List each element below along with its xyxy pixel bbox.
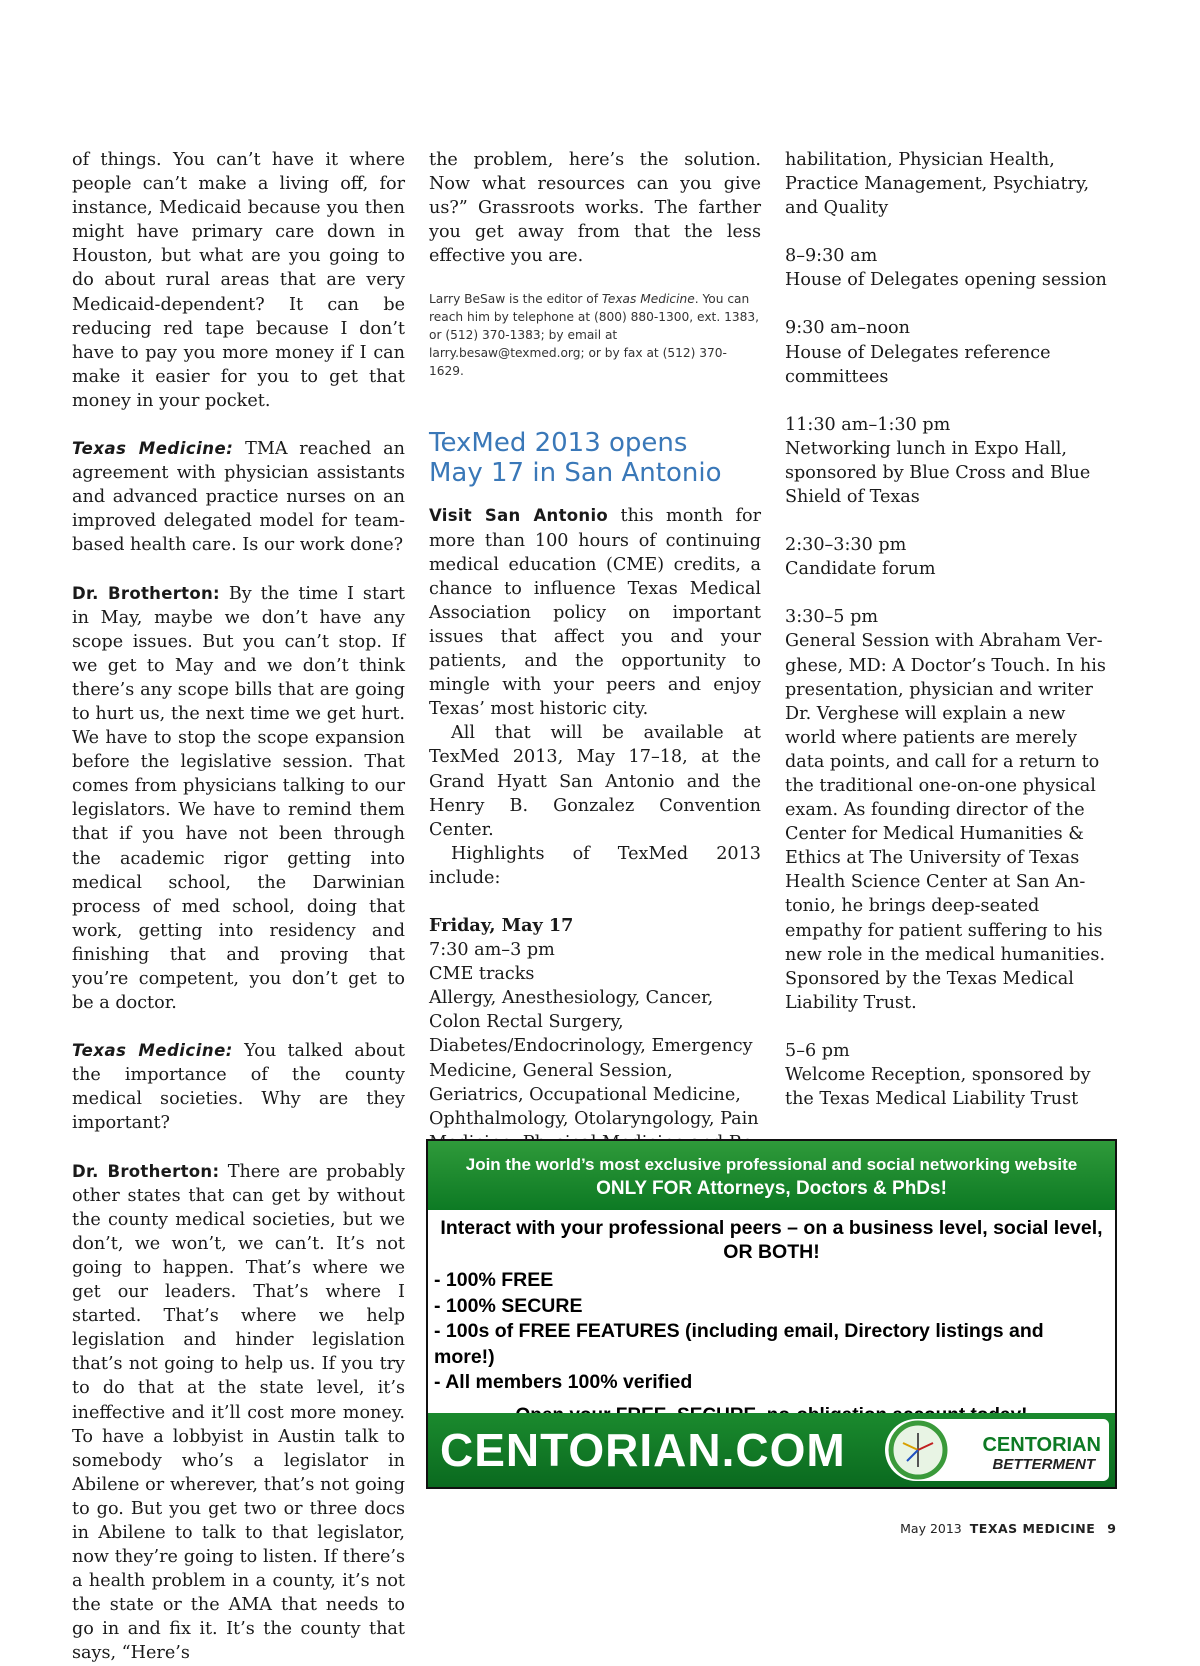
schedule-event: House of Delegates reference committees bbox=[785, 342, 1051, 387]
speaker-label: Dr. Brotherton: bbox=[72, 1161, 220, 1181]
schedule-day-heading: Friday, May 17 bbox=[429, 914, 574, 936]
lead-paragraph bbox=[429, 504, 761, 721]
question-paragraph bbox=[72, 1039, 405, 1135]
schedule-time: 11:30 am–1:30 pm bbox=[785, 414, 951, 435]
schedule-event: Networking lunch in Expo Hall, sponsored by Blue Cross and Blue Shield of Texas bbox=[785, 438, 1091, 508]
ad-feature: - 100s of FREE FEATURES (including email, Directory listings and more!) bbox=[434, 1320, 1044, 1368]
speaker-label: Texas Medicine: bbox=[72, 1041, 233, 1061]
answer-text: By the time I start in May, maybe we don’t have any scope issues. But you can’t stop. If we get to May and we don’t think there’s any scope bills that are going to hurt us, the next time we get hurt. We have to stop the scope expansion before the legislative session. That comes from physicians talking to our legislators. We have to remind them that if you have not been through the academic rigor getting into medical school, the Darwinian process of med school, doing that work, getting into residency and finishing that and proving that you’re competent, you don’t get to be a doctor. bbox=[72, 583, 405, 1014]
ad-feature: - All members 100% verified bbox=[434, 1371, 693, 1393]
ad-brand-badge bbox=[885, 1419, 1109, 1481]
ad-feature: - 100% FREE bbox=[434, 1269, 554, 1291]
question-text: TMA reached an agreement with physician assistants and advanced practice nurses on an improved delegated model for team-based health care. Is our work done? bbox=[72, 439, 405, 556]
schedule-time: 7:30 am–3 pm bbox=[429, 940, 555, 961]
schedule-list bbox=[785, 220, 1117, 1111]
schedule-time: 8–9:30 am bbox=[785, 246, 878, 267]
article-column-2 bbox=[429, 148, 761, 1155]
schedule-tracks: Allergy, Anesthesiology, Cancer, Colon Rectal Surgery, Diabetes/Endocrinology, Emergency Medicine, General Session, Geriatrics, Occupational Medicine, Ophthalmology, Otolaryngology, Pain bbox=[429, 988, 759, 1129]
lead-text: this month for more than 100 hours of continuing medical education (CME) credits, a chance to influence Texas Medical Association policy on important issues that affect you and your patients, and the opportunity to mingle with your peers and enjoy Texas’ most historic city. bbox=[429, 506, 761, 720]
ad-feature: - 100% SECURE bbox=[434, 1294, 583, 1317]
schedule-event: House of Delegates opening session bbox=[785, 270, 1107, 291]
globe-logo-icon bbox=[885, 1419, 951, 1481]
schedule-time: 9:30 am–noon bbox=[785, 318, 910, 339]
schedule-tracks: habilitation, Physician Health, Practice Management, Psychiatry, and Quality bbox=[785, 150, 1090, 219]
section-headline bbox=[429, 428, 761, 488]
ad-tagline: Join the world’s most exclusive professional and social networking website bbox=[465, 1155, 1078, 1174]
headline-line: TexMed 2013 opens bbox=[429, 428, 688, 459]
paragraph: of things. You can’t have it where people can’t make a living off, for instance, Medicaid because you then might have primary care down in Houston, but what are you going to do about rural areas that are very Medicaid-dependent? It can be reducing red tape because I don’t have to pay you more money if I can make it easier for you to get that money in your pocket. bbox=[72, 150, 405, 411]
speaker-label: Texas Medicine: bbox=[72, 439, 234, 459]
question-text: You talked about the importance of the county medical societies. Why are they important? bbox=[72, 1041, 405, 1134]
issue-date: May 2013 bbox=[900, 1521, 962, 1536]
headline-line: May 17 in San Antonio bbox=[429, 458, 722, 489]
author-bio bbox=[429, 290, 761, 380]
schedule-event: Candidate forum bbox=[785, 559, 936, 580]
speaker-label: Dr. Brotherton: bbox=[72, 583, 220, 603]
answer-paragraph bbox=[72, 582, 405, 1016]
schedule-time: 5–6 pm bbox=[785, 1040, 850, 1061]
ad-audience: ONLY FOR Attorneys, Doctors & PhDs! bbox=[596, 1178, 947, 1199]
answer-text: There are probably other states that can get by without the county medical societies, but we don’t, we won’t, we can’t. It’s not going to happen. That’s where we get our leaders. That’s where I started. That’s where we help legislation and hinder legislation that’s not going to help us. If you try to do that at the state level, it’s ineffective and it’ll cost more money. To have a lobbyist in Austin talk to somebody who’s a legislator in Abilene or wherever, that’s not going to go. But you get two or three docs in Abilene to talk to that legislator, now they’re going to listen. If there’s a health problem in a county, it’s not the state or the AMA that needs to go in and fix it. It’s the county that says, “Here’s bbox=[72, 1161, 405, 1664]
page-footer bbox=[900, 1521, 1116, 1536]
bio-text: Larry BeSaw is the editor of bbox=[429, 292, 602, 307]
schedule-time: 2:30–3:30 pm bbox=[785, 535, 907, 556]
ad-body bbox=[428, 1210, 1115, 1428]
ad-brand-name: CENTORIAN bbox=[982, 1434, 1101, 1456]
schedule-time: 3:30–5 pm bbox=[785, 607, 879, 628]
ad-lead: Interact with your professional peers – on a business level, social level, OR BOTH! bbox=[440, 1217, 1103, 1263]
ad-brand-sub: BETTERMENT bbox=[992, 1456, 1095, 1473]
bio-magazine: Texas Medicine bbox=[601, 292, 695, 307]
schedule-event: Welcome Reception, sponsored by the Texas Medical Liability Trust bbox=[785, 1065, 1091, 1110]
ad-footer bbox=[428, 1413, 1115, 1487]
page-number: 9 bbox=[1107, 1521, 1116, 1536]
question-paragraph bbox=[72, 437, 405, 557]
schedule-day bbox=[429, 914, 761, 1155]
ad-url-link[interactable]: CENTORIAN.COM bbox=[440, 1424, 846, 1476]
lead-in: Visit San Antonio bbox=[429, 506, 609, 526]
answer-paragraph bbox=[72, 1160, 405, 1666]
schedule-event: General Session with Abraham Verghese, MD: A Doctor’s Touch. In his presentation, physician and writer Dr. Verghese will explain a new world where patients are merely data points, and call for a return to the traditional one-on-one physical exam. As founding director of the Center for Medical Humanities & Ethics at The University of Texas Health Science Center at San Antonio, he brings deep-seated empathy for patient suffering to his new role in the medical humanities. Sponsored by the Texas Medical Liability Trust. bbox=[785, 631, 1106, 1013]
paragraph: Highlights of TexMed 2013 include: bbox=[429, 843, 761, 888]
schedule-event: CME tracks bbox=[429, 964, 535, 985]
magazine-name: TEXAS MEDICINE bbox=[969, 1521, 1096, 1536]
ad-feature-list bbox=[434, 1268, 1109, 1396]
ad-header bbox=[428, 1141, 1115, 1210]
article-column-1 bbox=[72, 148, 405, 1666]
article-column-3 bbox=[785, 148, 1117, 1111]
advertisement[interactable] bbox=[426, 1139, 1117, 1489]
paragraph: All that will be available at TexMed 2013, May 17–18, at the Grand Hyatt San Antonio and the Henry B. Gonzalez Convention Center. bbox=[429, 723, 761, 840]
bio-text: . You can reach him by telephone at (800) 880-1300, ext. 1383, or (512) 370-1383; by email at larry.besaw@texmed.org; or by fax at (512) 370-1629. bbox=[429, 292, 759, 379]
paragraph: the problem, here’s the solution. Now what resources can you give us?” Grassroots works. The farther you get away from that the less effective you are. bbox=[429, 150, 761, 267]
